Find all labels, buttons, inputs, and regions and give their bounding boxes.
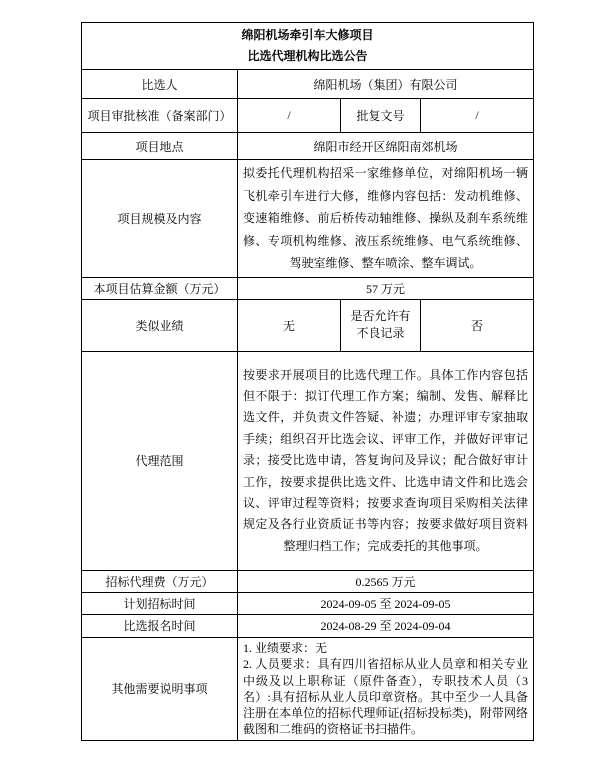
performance-value: 无 (237, 299, 340, 351)
other-notes-line1: 1. 业绩要求：无 (242, 640, 327, 655)
row-agency-fee (81, 570, 533, 592)
agency-fee-label: 招标代理费（万元） (81, 570, 237, 592)
row-bid-time (81, 592, 533, 614)
approval-doc-number-label: 批复文号 (340, 99, 420, 133)
row-agency-scope (81, 351, 533, 570)
bad-record-value: 否 (420, 299, 533, 351)
bid-time-label: 计划招标时间 (81, 592, 237, 614)
row-other-notes (81, 637, 533, 740)
row-bidder (81, 70, 533, 99)
row-location (81, 133, 533, 160)
signup-time-value: 2024-08-29 至 2024-09-04 (237, 614, 533, 637)
approval-doc-number-value: / (420, 99, 533, 133)
row-performance (81, 299, 533, 351)
location-value: 绵阳市经开区绵阳南郊机场 (237, 133, 533, 160)
announcement-table (81, 22, 534, 741)
document-title (81, 23, 533, 70)
approval-value: / (237, 99, 340, 133)
performance-label: 类似业绩 (81, 299, 237, 351)
other-notes-value (237, 637, 533, 740)
row-approval (81, 99, 533, 133)
title-row (81, 23, 533, 70)
bad-record-label: 是否允许有不良记录 (340, 299, 420, 351)
bidder-label: 比选人 (81, 70, 237, 99)
bidder-value: 绵阳机场（集团）有限公司 (237, 70, 533, 99)
signup-time-label: 比选报名时间 (81, 614, 237, 637)
bid-time-value: 2024-09-05 至 2024-09-05 (237, 592, 533, 614)
estimate-value: 57 万元 (237, 277, 533, 299)
project-scope-value: 拟委托代理机构招采一家维修单位，对绵阳机场一辆飞机牵引车进行大修，维修内容包括：发动机维修、变速箱维修、前后桥传动轴维修、操纵及刹车系统维修、专项机构维修、液压系统维修、电气系统维修、驾驶室维修、整车喷涂、整车调试。 (237, 160, 533, 278)
document-title-line1: 绵阳机场牵引车大修项目 (241, 28, 374, 42)
location-label: 项目地点 (81, 133, 237, 160)
other-notes-line2: 2. 人员要求：具有四川省招标从业人员章和相关专业中级及以上职称证（原件备查），专职技术人员（3名）:具有招标从业人员印章资格。其中至少一人具备注册在本单位的招标代理师证(招标投标类)，附带网络截图和二维码的资格证书扫描件。 (242, 657, 528, 737)
row-estimate (81, 277, 533, 299)
row-project-scope (81, 160, 533, 278)
agency-scope-value: 按要求开展项目的比选代理工作。具体工作内容包括但不限于：拟订代理工作方案；编制、发售、解释比选文件，并负责文件答疑、补遗；办理评审专家抽取手续；组织召开比选会议、评审工作，并做好评审记录；接受比选申请，答复询问及异议；配合做好审计工作，按要求提供比选文件、比选申请文件和比选会议、评审过程等资料；按要求查询项目采购相关法律规定及各行业资质证书等内容；按要求做好项目资料整理归档工作；完成委托的其他事项。 (237, 351, 533, 570)
project-scope-label: 项目规模及内容 (81, 160, 237, 278)
document-title-line2: 比选代理机构比选公告 (247, 49, 368, 63)
row-signup-time (81, 614, 533, 637)
estimate-label: 本项目估算金额（万元） (81, 277, 237, 299)
approval-label: 项目审批核准（备案部门） (81, 99, 237, 133)
other-notes-label: 其他需要说明事项 (81, 637, 237, 740)
agency-fee-value: 0.2565 万元 (237, 570, 533, 592)
agency-scope-label: 代理范围 (81, 351, 237, 570)
